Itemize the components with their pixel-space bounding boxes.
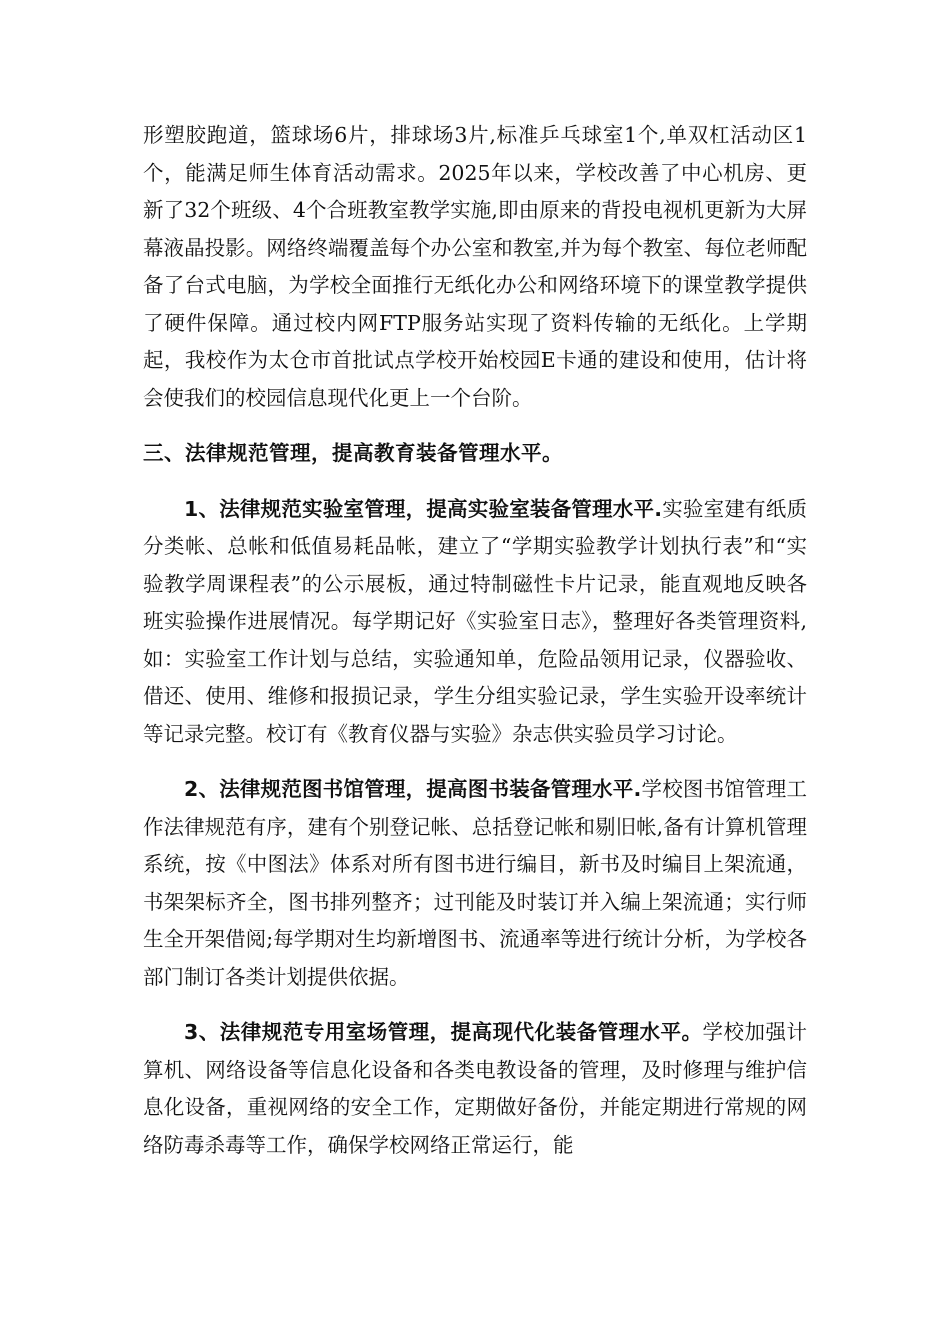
paragraph-facilities-text: 形塑胶跑道，篮球场6片，排球场3片,标准乒乓球室1个,单双杠活动区1个，能满足师生体育活动需求。2025年以来，学校改善了中心机房、更新了32个班级、4个合班教室教学实施,即由原来的背投电视机更新为大屏幕液晶投影。网络终端覆盖每个办公室和教室,并为每个教室、每位老师配备了台式电脑，为学校全面推行无纸化办公和网络环境下的课堂教学提供了硬件保障。通过校内网FTP服务站实现了资料传输的无纸化。上学期起，我校作为太仓市首批试点学校开始校园E卡通的建设和使用，估计将会使我们的校园信息现代化更上一个台阶。 — [143, 123, 807, 410]
subsection-special-rooms-lead: 3、法律规范专用室场管理，提高现代化装备管理水平。 — [184, 1020, 703, 1044]
subsection-laboratory — [143, 491, 807, 754]
subsection-library-lead: 2、法律规范图书馆管理，提高图书装备管理水平. — [184, 777, 642, 801]
document-body — [143, 117, 807, 1164]
paragraph-facilities — [143, 117, 807, 417]
subsection-special-rooms-text: 学校加强计算机、网络设备等信息化设备和各类电教设备的管理，及时修理与维护信息化设备，重视网络的安全工作，定期做好备份，并能定期进行常规的网络防毒杀毒等工作，确保学校网络正常运行，能 — [143, 1020, 808, 1157]
subsection-special-rooms — [143, 1014, 807, 1164]
subsection-laboratory-text: 实验室建有纸质分类帐、总帐和低值易耗品帐，建立了“学期实验教学计划执行表”和“实验教学周课程表”的公示展板，通过特制磁性卡片记录，能直观地反映各班实验操作进展情况。每学期记好《实验室日志》，整理好各类管理资料,如：实验室工作计划与总结，实验通知单，危险品领用记录，仪器验收、借还、使用、维修和报损记录，学生分组实验记录，学生实验开设率统计等记录完整。校订有《教育仪器与实验》杂志供实验员学习讨论。 — [143, 496, 808, 746]
subsection-library — [143, 771, 807, 996]
section-heading: 三、法律规范管理，提高教育装备管理水平。 — [143, 441, 563, 465]
subsection-laboratory-lead: 1、法律规范实验室管理，提高实验室装备管理水平. — [184, 496, 662, 521]
subsection-library-text: 学校图书馆管理工作法律规范有序，建有个别登记帐、总括登记帐和剔旧帐,备有计算机管理系统，按《中图法》体系对所有图书进行编目，新书及时编目上架流通，书架架标齐全，图书排列整齐；过刊能及时装订并入编上架流通；实行师生全开架借阅;每学期对生均新增图书、流通率等进行统计分析，为学校各部门制订各类计划提供依据。 — [143, 777, 807, 989]
